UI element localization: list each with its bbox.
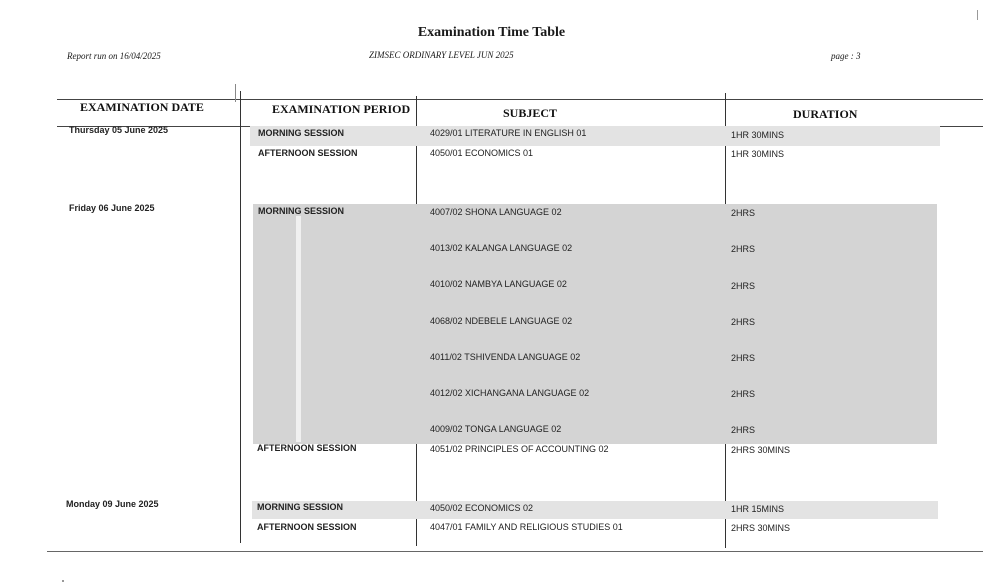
subject-entry: 4029/01 LITERATURE IN ENGLISH 01 bbox=[430, 128, 587, 138]
duration-value: 1HR 30MINS bbox=[731, 149, 785, 159]
subject-entry: 4050/01 ECONOMICS 01 bbox=[430, 148, 534, 158]
duration-value: 2HRS bbox=[731, 353, 756, 363]
scan-speck bbox=[62, 580, 64, 582]
subject-entry: 4068/02 NDEBELE LANGUAGE 02 bbox=[430, 316, 573, 326]
session-label: AFTERNOON SESSION bbox=[258, 148, 358, 158]
report-run-date: Report run on 16/04/2025 bbox=[67, 51, 161, 61]
exam-date: Monday 09 June 2025 bbox=[66, 499, 159, 509]
duration-value: 2HRS 30MINS bbox=[731, 523, 791, 533]
session-label: MORNING SESSION bbox=[258, 206, 345, 216]
table-bottom-rule bbox=[47, 551, 983, 552]
column-header-duration: DURATION bbox=[793, 107, 858, 121]
exam-session-subtitle: ZIMSEC ORDINARY LEVEL JUN 2025 bbox=[369, 50, 514, 60]
session-label: AFTERNOON SESSION bbox=[257, 522, 357, 532]
shaded-band-thursday-morning bbox=[250, 126, 940, 146]
page-number: page : 3 bbox=[831, 51, 861, 61]
session-label: AFTERNOON SESSION bbox=[257, 443, 357, 453]
column-header-period: EXAMINATION PERIOD bbox=[272, 102, 411, 116]
document-title: Examination Time Table bbox=[417, 25, 566, 40]
duration-value: 2HRS bbox=[731, 208, 756, 218]
duration-value: 2HRS bbox=[731, 425, 756, 435]
header-tick bbox=[235, 84, 236, 102]
subject-entry: 4011/02 TSHIVENDA LANGUAGE 02 bbox=[430, 352, 581, 362]
duration-value: 1HR 30MINS bbox=[731, 130, 785, 140]
subject-entry: 4051/02 PRINCIPLES OF ACCOUNTING 02 bbox=[430, 444, 609, 454]
session-label: MORNING SESSION bbox=[258, 128, 345, 138]
column-divider-period bbox=[240, 91, 241, 543]
subject-entry: 4050/02 ECONOMICS 02 bbox=[430, 503, 534, 513]
shaded-block-friday-morning bbox=[253, 204, 937, 444]
shaded-block-stripe bbox=[296, 216, 301, 442]
exam-date: Friday 06 June 2025 bbox=[69, 203, 155, 213]
duration-value: 2HRS bbox=[731, 281, 756, 291]
subject-entry: 4009/02 TONGA LANGUAGE 02 bbox=[430, 424, 562, 434]
exam-date: Thursday 05 June 2025 bbox=[69, 125, 169, 135]
scan-speck bbox=[977, 10, 978, 20]
subject-entry: 4047/01 FAMILY AND RELIGIOUS STUDIES 01 bbox=[430, 522, 623, 532]
subject-entry: 4012/02 XICHANGANA LANGUAGE 02 bbox=[430, 388, 590, 398]
subject-entry: 4013/02 KALANGA LANGUAGE 02 bbox=[430, 243, 573, 253]
duration-value: 2HRS 30MINS bbox=[731, 445, 791, 455]
column-header-subject: SUBJECT bbox=[503, 106, 558, 120]
column-header-date: EXAMINATION DATE bbox=[80, 100, 204, 114]
subject-entry: 4007/02 SHONA LANGUAGE 02 bbox=[430, 207, 562, 217]
subject-entry: 4010/02 NAMBYA LANGUAGE 02 bbox=[430, 279, 567, 289]
duration-value: 2HRS bbox=[731, 317, 756, 327]
session-label: MORNING SESSION bbox=[257, 502, 344, 512]
duration-value: 2HRS bbox=[731, 244, 756, 254]
duration-value: 2HRS bbox=[731, 389, 756, 399]
duration-value: 1HR 15MINS bbox=[731, 504, 785, 514]
shaded-band-monday-morning bbox=[252, 501, 938, 519]
